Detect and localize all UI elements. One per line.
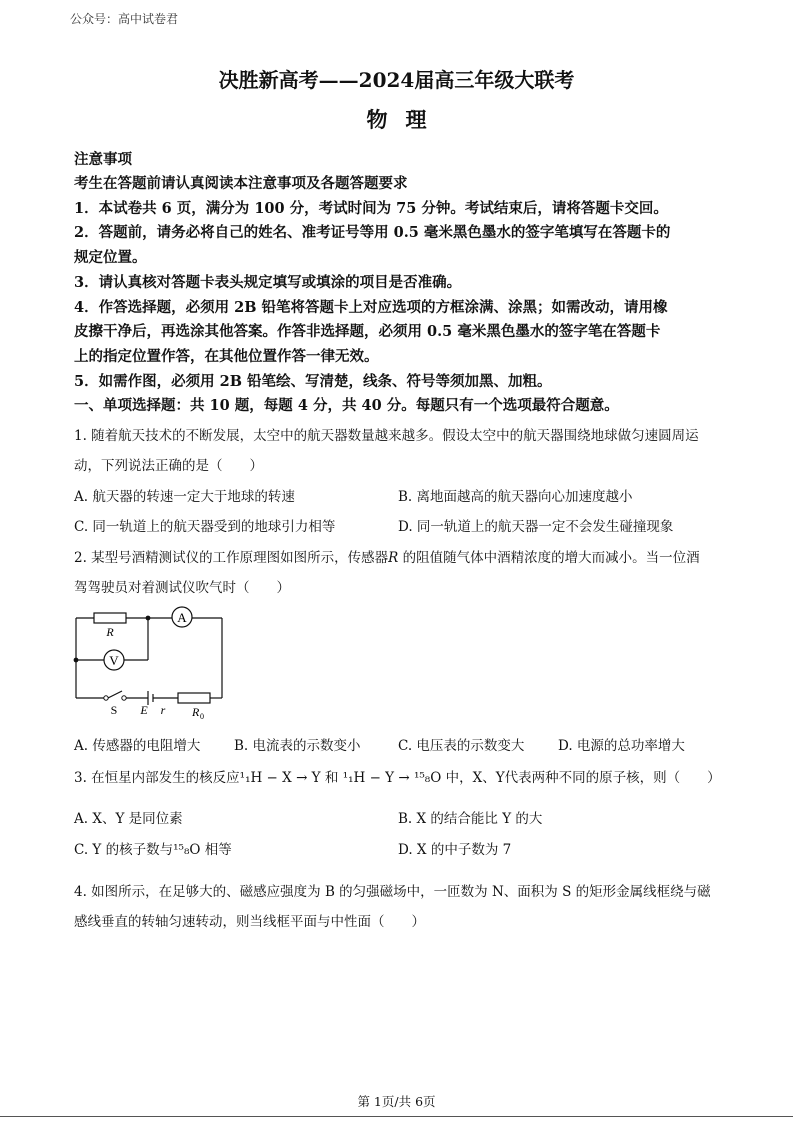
- resistor-r0-label: R: [192, 705, 200, 719]
- q1-option-d: D. 同一轨道上的航天器一定不会发生碰撞现象: [398, 519, 674, 535]
- resistor-r0-subscript: 0: [200, 712, 204, 721]
- q1-stem: 1. 随着航天技术的不断发展，太空中的航天器数量越来越多。假设太空中的航天器围绕地球做匀速圆周运: [74, 428, 699, 444]
- q2-stem: 2. 某型号酒精测试仪的工作原理图如图所示，传感器R 的阻值随气体中酒精浓度的增大而减小。当一位酒: [74, 550, 700, 566]
- footer-divider: [0, 1116, 793, 1117]
- page-header: 公众号：高中试卷君: [70, 12, 179, 26]
- notice-item: 1．本试卷共 6 页，满分为 100 分，考试时间为 75 分钟。考试结束后，请将答题卡交回。: [74, 200, 668, 217]
- resistor-r0: [178, 693, 210, 703]
- switch-label: S: [110, 703, 118, 717]
- q2-option-b: B. 电流表的示数变小: [234, 738, 361, 754]
- q1-option-b: B. 离地面越高的航天器向心加速度越小: [398, 489, 633, 505]
- q1-option-a: A. 航天器的转速一定大于地球的转速: [74, 489, 295, 505]
- q3-option-a: A. X、Y 是同位素: [74, 811, 183, 827]
- q1-option-c: C. 同一轨道上的航天器受到的地球引力相等: [74, 519, 336, 535]
- notice-item: 上的指定位置作答，在其他位置作答一律无效。: [74, 348, 379, 365]
- circuit-diagram: [66, 602, 236, 722]
- q4-stem: 感线垂直的转轴匀速转动，则当线框平面与中性面（ ）: [74, 914, 425, 930]
- q3-option-d: D. X 的中子数为 7: [398, 842, 512, 858]
- notice-intro: 考生在答题前请认真阅读本注意事项及各题答题要求: [74, 175, 408, 192]
- q4-stem: 4. 如图所示，在足够大的、磁感应强度为 B 的匀强磁场中，一匝数为 N、面积为 S 的矩形金属线框绕与磁: [74, 884, 711, 900]
- notice-item: 皮擦干净后，再选涂其他答案。作答非选择题，必须用 0.5 毫米黑色墨水的签字笔在答题卡: [74, 323, 661, 340]
- q3-equation-2: ¹₁H − Y → ¹⁵₈O: [342, 770, 442, 786]
- exam-title: 决胜新高考——2024届高三年级大联考: [218, 68, 575, 92]
- q3-option-b: B. X 的结合能比 Y 的大: [398, 811, 543, 827]
- notice-item: 4．作答选择题，必须用 2B 铅笔将答题卡上对应选项的方框涂满、涂黑；如需改动，请用橡: [74, 299, 668, 316]
- q3-equation-1: ¹₁H − X → Y: [239, 770, 321, 786]
- notice-item: 3．请认真核对答题卡表头规定填写或填涂的项目是否准确。: [74, 274, 462, 291]
- resistor-r: [94, 613, 126, 623]
- q3-stem: 3. 在恒星内部发生的核反应¹₁H − X → Y 和 ¹₁H − Y → ¹⁵₈O 中，X、Y代表两种不同的原子核，则（ ）: [74, 770, 721, 786]
- internal-r-label: r: [160, 703, 166, 717]
- resistor-r-label: R: [106, 625, 114, 639]
- page-footer: 第 1页/共 6页: [357, 1094, 436, 1109]
- q3-option-c: C. Y 的核子数与¹⁵₈O 相等: [74, 842, 232, 858]
- notice-item: 规定位置。: [74, 249, 147, 266]
- q2-option-c: C. 电压表的示数变大: [398, 738, 525, 754]
- notice-item: 5．如需作图，必须用 2B 铅笔绘、写清楚，线条、符号等须加黑、加粗。: [74, 373, 552, 390]
- q2-stem: 驾驾驶员对着测试仪吹气时（ ）: [74, 580, 290, 596]
- emf-label: E: [140, 703, 148, 717]
- notice-heading: 注意事项: [74, 151, 132, 168]
- q2-option-d: D. 电源的总功率增大: [558, 738, 685, 754]
- subject-title: 物理: [366, 107, 445, 132]
- switch-icon: [108, 691, 122, 698]
- q2-option-a: A. 传感器的电阻增大: [74, 738, 201, 754]
- section-heading: 一、单项选择题：共 10 题，每题 4 分，共 40 分。每题只有一个选项最符合题意。: [74, 397, 619, 414]
- ammeter-label: A: [177, 610, 187, 625]
- q1-stem: 动，下列说法正确的是（ ）: [74, 458, 263, 474]
- notice-item: 2．答题前，请务必将自己的姓名、准考证号等用 0.5 毫米黑色墨水的签字笔填写在答题卡的: [74, 224, 671, 241]
- voltmeter-label: V: [109, 653, 119, 668]
